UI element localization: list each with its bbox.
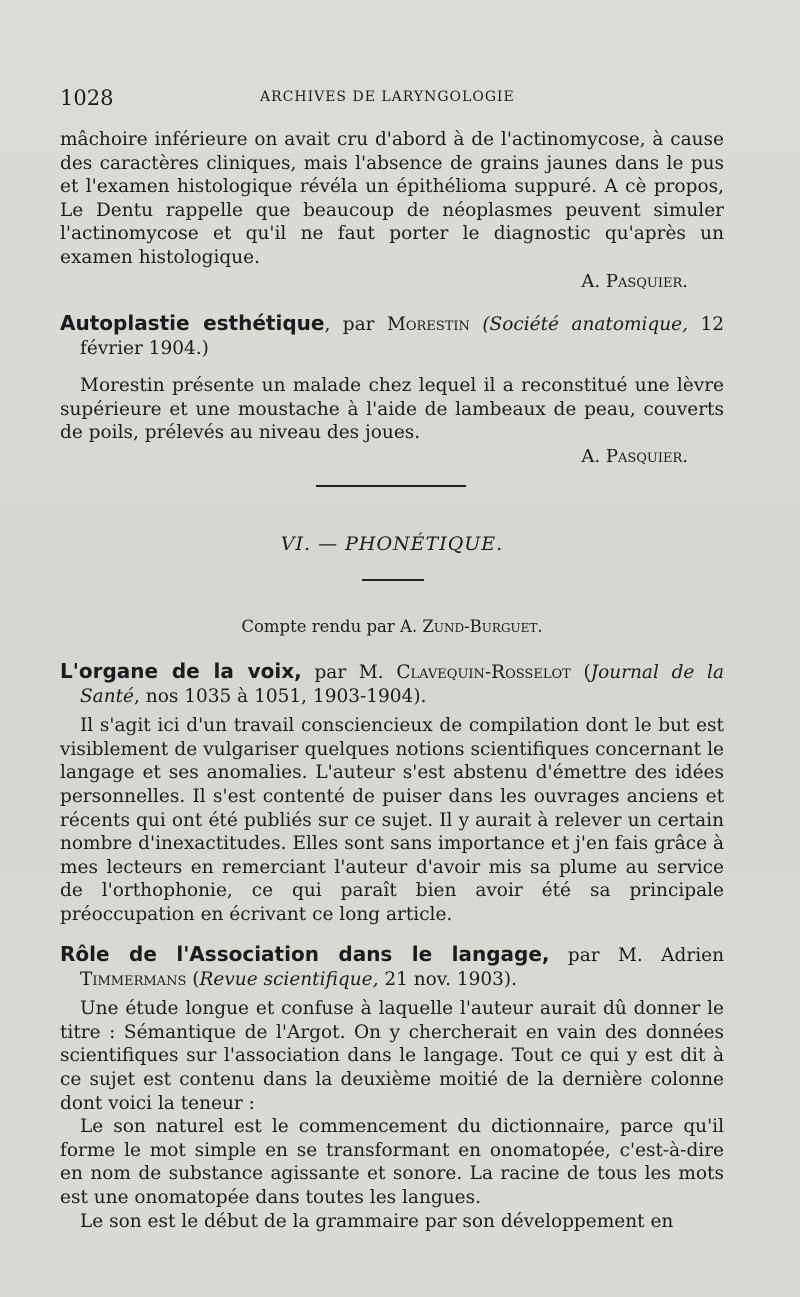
article-source: Journal de la Santé <box>80 662 724 707</box>
article-body: Le son naturel est le commencement du dictionnaire, parce qu'il forme le mot simple en se transformant en onomatopée, c'est-à-dire en nom de substance agissante et sonore. La racine de tous les mots est une onomatopée dans toutes les langues. <box>60 1116 724 1208</box>
divider <box>316 485 466 487</box>
article-source: (Société anatomique, <box>469 314 689 335</box>
article-title: Rôle de l'Association dans le langage, <box>60 942 550 966</box>
page-header <box>60 86 724 112</box>
page-number: 1028 <box>60 86 114 110</box>
article-source: Revue scientifique, <box>199 968 379 990</box>
article-title: L'organe de la voix, <box>60 659 302 683</box>
article-author: Morestin <box>386 314 470 335</box>
article-heading: L'organe de la voix, par M. Clavequin-Rosselot (Journal de la Santé, nos 1035 à 1051, 1903-1904). <box>60 659 724 707</box>
article-autoplastie <box>60 312 724 469</box>
continuation-paragraph: mâchoire inférieure on avait cru d'abord à de l'actinomycose, à cause des caractères cliniques, mais l'absence de grains jaunes dans le pus et l'examen histologique révéla un épithélioma suppuré. A cè propos, Le Dentu rappelle que beaucoup de néoplasmes peuvent simuler l'actinomycose et qu'il ne faut porter le diagnostic qu'après un examen histologique. <box>60 129 724 268</box>
continuation-block <box>60 128 724 293</box>
article-heading: Rôle de l'Association dans le langage, par M. Adrien Timmermans (Revue scientifique, 21 nov. 1903). <box>60 942 724 990</box>
article-body: Une étude longue et confuse à laquelle l'auteur aurait dû donner le titre : Sémantique de l'Argot. On y chercherait en vain des données scientifiques sur l'association dans le langage. Tout ce qui y est dit à ce sujet est contenu dans la deuxième moitié de la dernière colonne dont voici la teneur : <box>60 998 724 1114</box>
article-body: Morestin présente un malade chez lequel il a reconstitué une lèvre supérieure et une moustache à l'aide de lambeaux de peau, couverts de poils, prélevés au niveau des joues. <box>60 375 724 444</box>
section-byline: Compte rendu par A. Zund-Burguet. <box>241 617 543 636</box>
article-body: Il s'agit ici d'un travail consciencieux de compilation dont le but est visiblement de vulgariser quelques notions scientifiques concernant le langage et ses anomalies. L'auteur s'est abstenu d'émettre des idées personnelles. Il s'est contenté de puiser dans les ouvrages anciens et récents qui ont été publiés sur ce sujet. Il y aurait à relever un certain nombre d'inexactitudes. Elles sont sans importance et j'en fais grâce à mes lecteurs en remerciant l'auteur d'avoir mis sa plume au service de l'orthophonie, ce qui paraît bien avoir été sa principale préoccupation en écrivant ce long article. <box>60 715 724 925</box>
running-title: ARCHIVES DE LARYNGOLOGIE <box>260 89 515 105</box>
article-title: Autoplastie esthétique <box>60 311 325 335</box>
article-date: 12 février 1904.) <box>80 314 724 359</box>
signature: A. Pasquier. <box>581 270 688 292</box>
article-role-association <box>60 943 724 1233</box>
article-heading: Autoplastie esthétique, par Morestin (Société anatomique, 12 février 1904.) <box>60 311 724 359</box>
article-author: Clavequin-Rosselot <box>396 662 571 683</box>
article-organe-voix <box>60 660 724 927</box>
section-title: VI. — PHONÉTIQUE. <box>280 533 504 555</box>
article-body: Le son est le début de la grammaire par son développement en <box>80 1210 674 1232</box>
divider <box>362 579 424 581</box>
article-author: Timmermans <box>80 968 187 990</box>
signature: A. Pasquier. <box>581 445 688 467</box>
